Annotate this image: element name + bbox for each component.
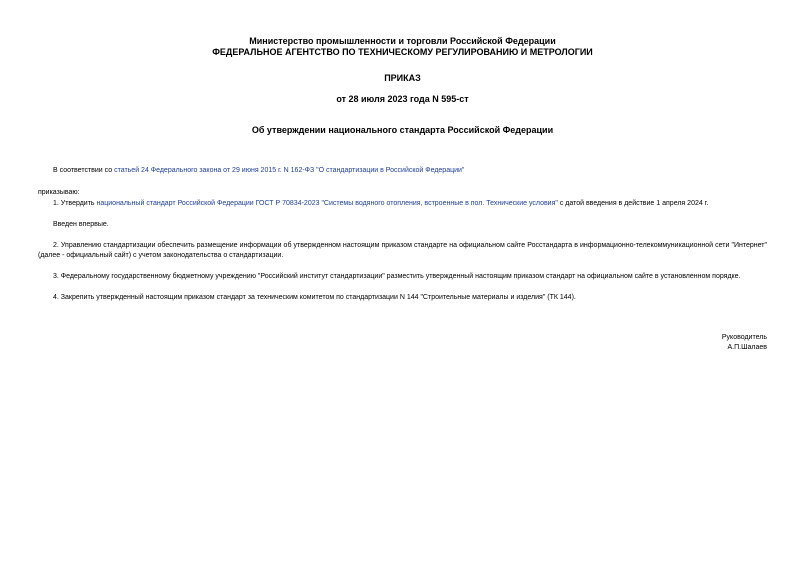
signatory-position: Руководитель xyxy=(721,334,767,341)
document-date-number: от 28 июля 2023 года N 595-ст xyxy=(336,94,469,104)
item-1-suffix: с датой введения в действие 1 апреля 2024 г. xyxy=(557,200,709,207)
agency-name: ФЕДЕРАЛЬНОЕ АГЕНТСТВО ПО ТЕХНИЧЕСКОМУ РЕГУЛИРОВАНИЮ И МЕТРОЛОГИИ xyxy=(212,47,593,57)
item-3: 3. Федеральному государственному бюджетному учреждению "Российский институт стандартизации" разместить утвержденный настоящим приказом стандарт на официальном сайте в установленном порядке. xyxy=(53,273,741,280)
introduced-note: Введен впервые. xyxy=(53,221,109,228)
signatory-name: А.П.Шалаев xyxy=(727,344,767,351)
item-1-prefix: 1. Утвердить xyxy=(53,200,97,207)
item-1 xyxy=(38,199,767,209)
document-subject: Об утверждении национального стандарта Российской Федерации xyxy=(251,125,554,135)
standard-link[interactable]: национальный стандарт Российской Федерации ГОСТ Р 70834-2023 "Системы водяного отопления, встроенные в пол. Технические условия" xyxy=(96,200,558,207)
document-header xyxy=(38,0,767,136)
item-4: 4. Закрепить утвержденный настоящим приказом стандарт за техническим комитетом по стандартизации N 144 "Строительные материалы и изделия" (ТК 144). xyxy=(53,294,576,301)
document-type: ПРИКАЗ xyxy=(384,73,421,83)
ministry-name: Министерство промышленности и торговли Российской Федерации xyxy=(249,36,556,46)
federal-law-link[interactable]: статьей 24 Федерального закона от 29 июня 2015 г. N 162-ФЗ "О стандартизации в Российской Федерации" xyxy=(114,167,465,174)
document-body xyxy=(38,166,767,353)
item-2: 2. Управлению стандартизации обеспечить размещение информации об утвержденном настоящим приказом стандарте на официальном сайте Росстандарта в информационно-телекоммуникационной сети "Интернет" (далее - официальный сайт) с учетом законодательства о стандартизации. xyxy=(38,242,767,259)
preamble-prefix: В соответствии со xyxy=(53,167,115,174)
signature-block xyxy=(38,333,767,353)
preamble xyxy=(38,166,767,176)
order-word: приказываю: xyxy=(38,189,80,196)
